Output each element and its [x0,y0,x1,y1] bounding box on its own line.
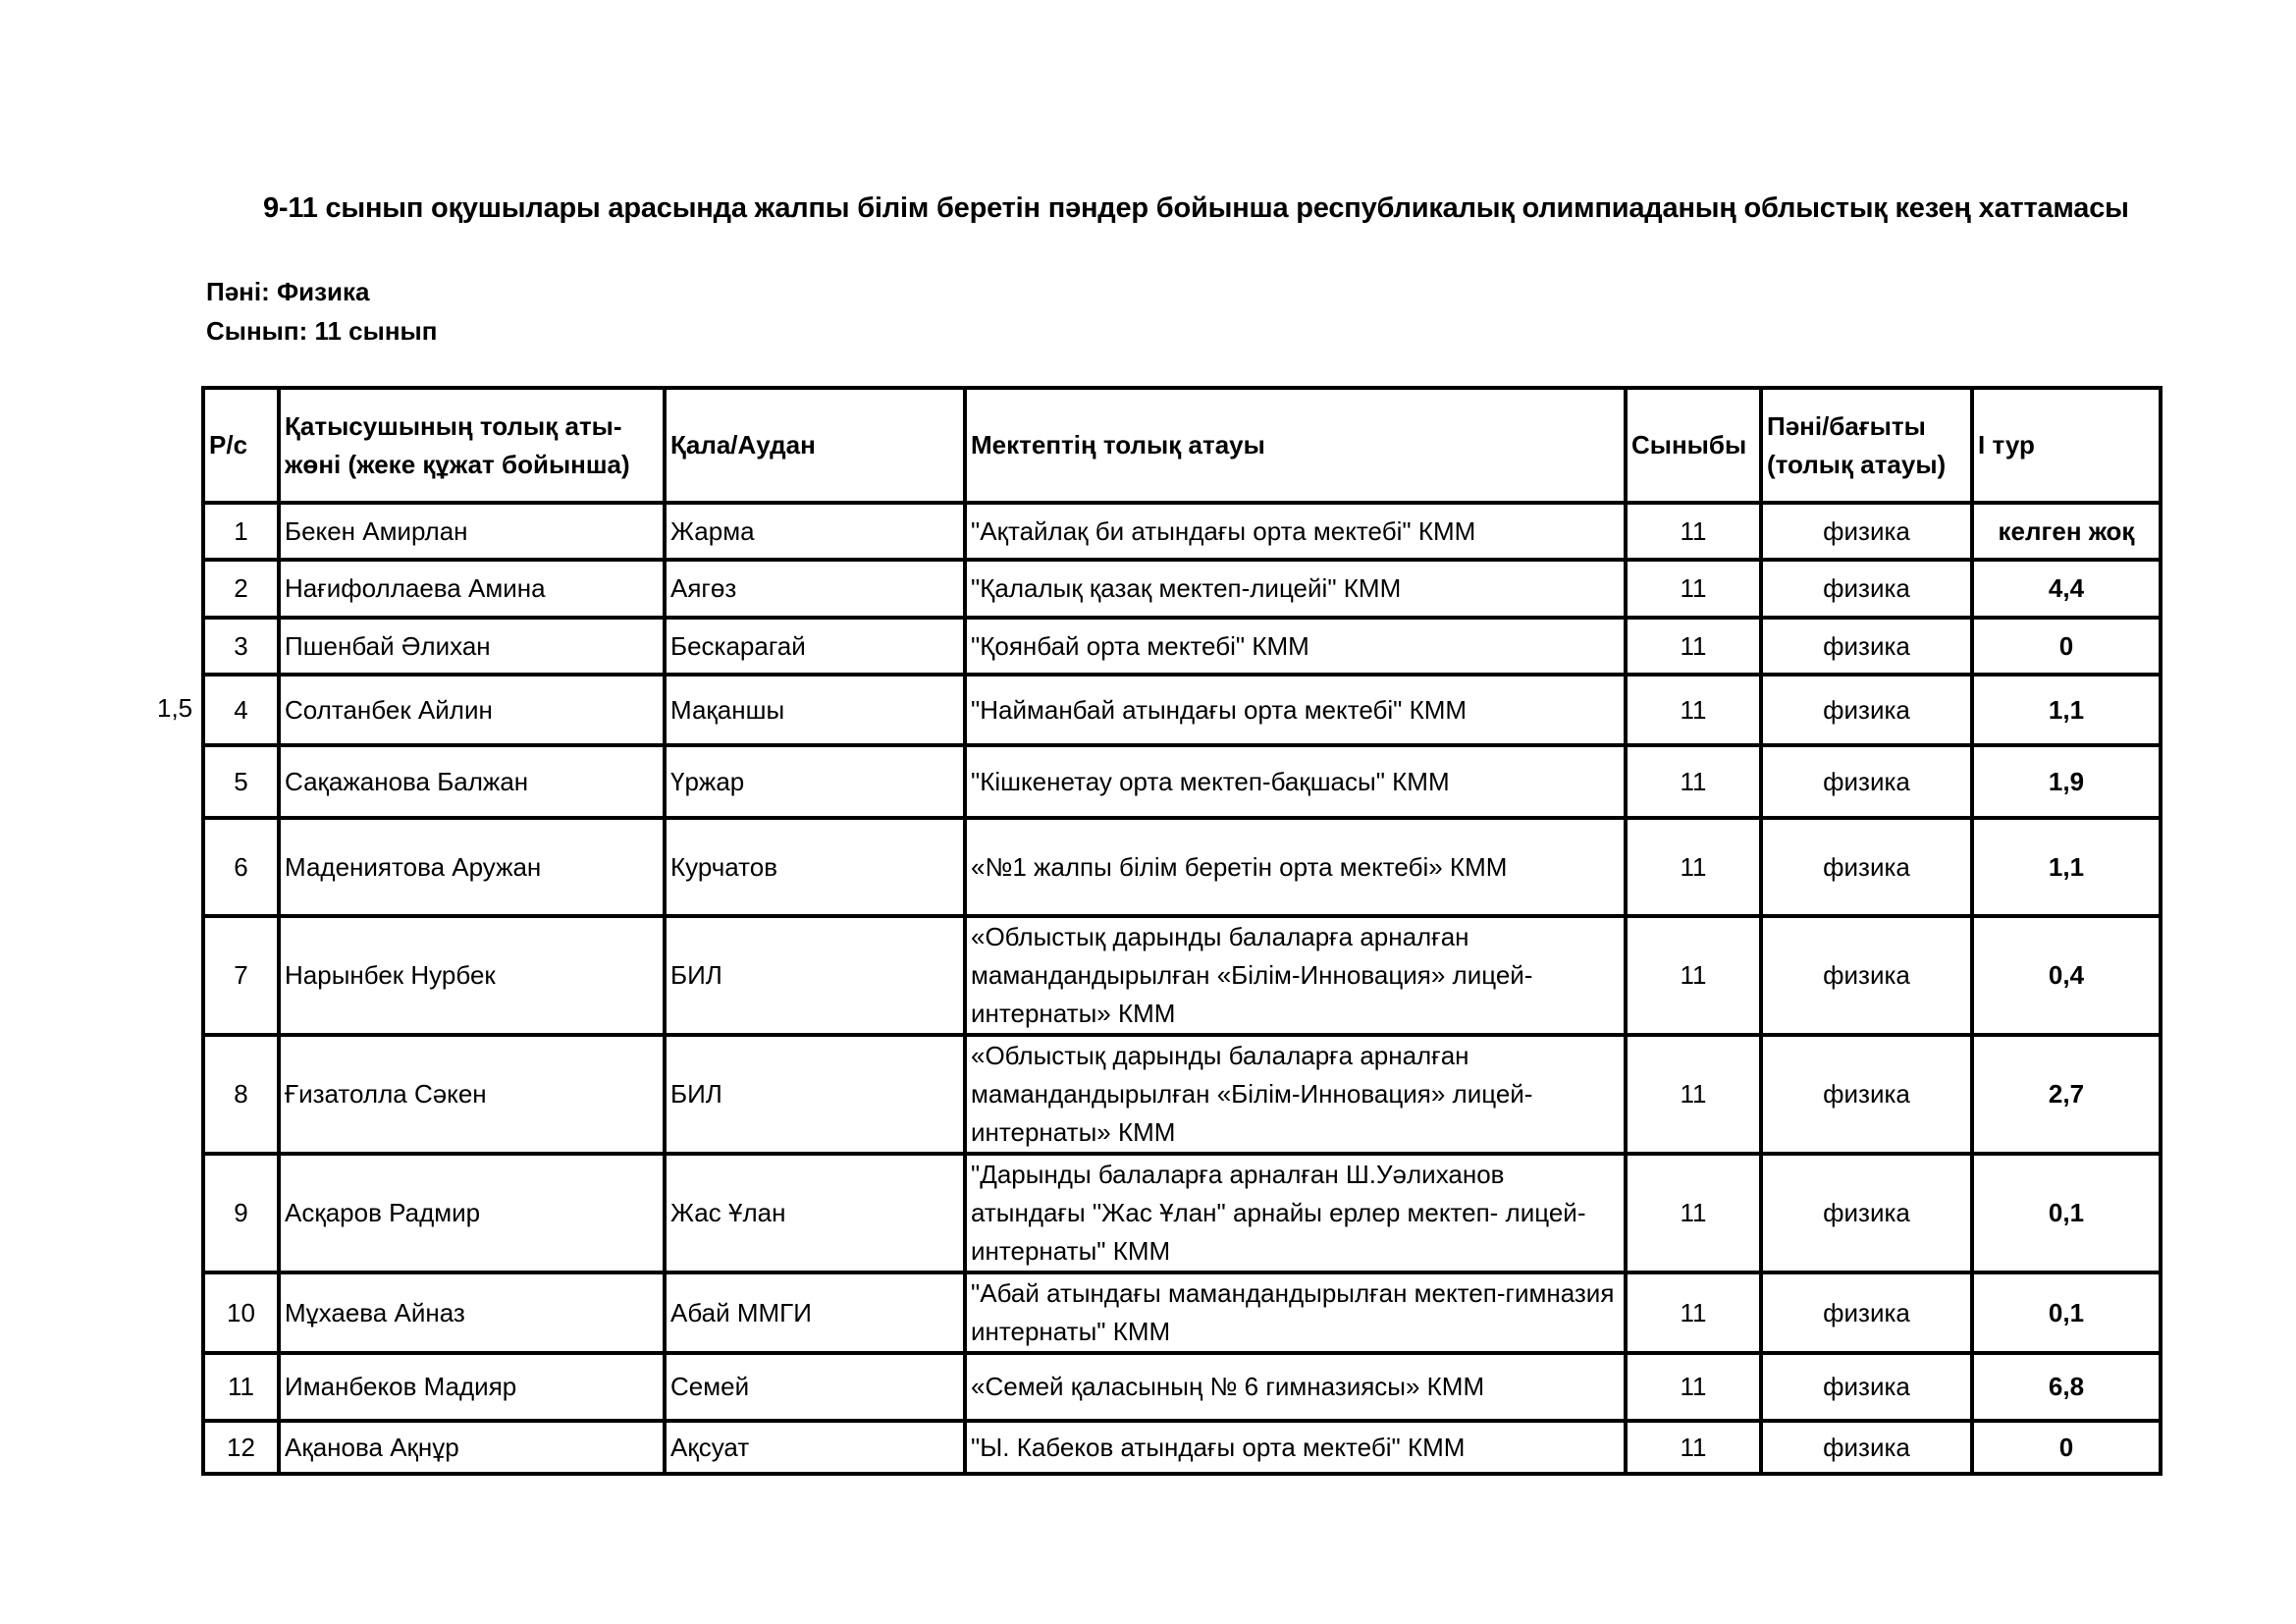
cell-school: «Семей қаласының № 6 гимназиясы» КММ [965,1353,1626,1421]
cell-score: 0 [1972,1421,2161,1474]
cell-score: 1,1 [1972,818,2161,916]
document-title: 9-11 сынып оқушылары арасында жалпы білім беретін пәндер бойынша республикалық олимпиаданың облыстық кезең хаттамасы [263,192,2129,224]
cell-grade: 11 [1626,1154,1761,1272]
table-row [203,818,2161,916]
cell-index: 12 [203,1421,279,1474]
cell-score: 4,4 [1972,560,2161,618]
cell-city: Семей [665,1353,965,1421]
table-row [203,1035,2161,1154]
cell-school: "Дарынды балаларға арналған Ш.Уәлиханов атындағы "Жас Ұлан" арнайы ерлер мектеп- лицей-интернаты" КММ [965,1154,1626,1272]
table-row [203,1421,2161,1474]
header-city: Қала/Аудан [665,388,965,503]
cell-subject: физика [1761,560,1972,618]
cell-name: Нарынбек Нурбек [279,916,665,1035]
cell-grade: 11 [1626,618,1761,675]
cell-grade: 11 [1626,1035,1761,1154]
cell-index: 8 [203,1035,279,1154]
table-row [203,560,2161,618]
cell-grade: 11 [1626,503,1761,560]
cell-city: Бескарагай [665,618,965,675]
table-row [203,1272,2161,1353]
cell-city: Курчатов [665,818,965,916]
cell-name: Солтанбек Айлин [279,675,665,745]
cell-subject: физика [1761,1421,1972,1474]
cell-name: Мұхаева Айназ [279,1272,665,1353]
cell-city: БИЛ [665,1035,965,1154]
cell-index: 7 [203,916,279,1035]
cell-index: 10 [203,1272,279,1353]
cell-index: 4 [203,675,279,745]
grade-line: Сынып: 11 сынып [206,316,438,346]
cell-grade: 11 [1626,1272,1761,1353]
cell-name: Мадениятова Аружан [279,818,665,916]
cell-grade: 11 [1626,560,1761,618]
table-row [203,1154,2161,1272]
cell-index: 1 [203,503,279,560]
cell-subject: физика [1761,1154,1972,1272]
table-header-row [203,388,2161,503]
cell-name: Пшенбай Әлихан [279,618,665,675]
cell-index: 11 [203,1353,279,1421]
cell-name: Сақажанова Балжан [279,745,665,818]
results-table [201,386,2163,1476]
cell-name: Иманбеков Мадияр [279,1353,665,1421]
cell-index: 5 [203,745,279,818]
header-name: Қатысушының толық аты-жөні (жеке құжат бойынша) [279,388,665,503]
subject-line: Пәні: Физика [206,277,370,306]
cell-grade: 11 [1626,1353,1761,1421]
cell-score: 0,1 [1972,1272,2161,1353]
cell-score: 1,9 [1972,745,2161,818]
cell-city: Абай ММГИ [665,1272,965,1353]
cell-name: Ғизатолла Сәкен [279,1035,665,1154]
header-score: І тур [1972,388,2161,503]
cell-index: 6 [203,818,279,916]
cell-index: 9 [203,1154,279,1272]
cell-school: «Облыстық дарынды балаларға арналған мамандандырылған «Білім-Инновация» лицей-интернаты» КММ [965,916,1626,1035]
table-row [203,675,2161,745]
cell-school: «Облыстық дарынды балаларға арналған мамандандырылған «Білім-Инновация» лицей-интернаты» КММ [965,1035,1626,1154]
cell-score: 0,1 [1972,1154,2161,1272]
cell-school: "Найманбай атындағы орта мектебі" КММ [965,675,1626,745]
cell-grade: 11 [1626,1421,1761,1474]
header-index: Р/с [203,388,279,503]
table-row [203,618,2161,675]
cell-score: 6,8 [1972,1353,2161,1421]
cell-city: Аягөз [665,560,965,618]
cell-grade: 11 [1626,818,1761,916]
cell-subject: физика [1761,1353,1972,1421]
cell-subject: физика [1761,1272,1972,1353]
cell-subject: физика [1761,1035,1972,1154]
cell-subject: физика [1761,916,1972,1035]
header-school: Мектептің толық атауы [965,388,1626,503]
margin-note: 1,5 [157,693,193,723]
cell-name: Асқаров Радмир [279,1154,665,1272]
cell-school: «№1 жалпы білім беретін орта мектебі» КММ [965,818,1626,916]
cell-subject: физика [1761,618,1972,675]
cell-school: "Қалалық қазақ мектеп-лицейі" КММ [965,560,1626,618]
cell-city: Мақаншы [665,675,965,745]
cell-grade: 11 [1626,745,1761,818]
cell-subject: физика [1761,675,1972,745]
cell-grade: 11 [1626,675,1761,745]
cell-name: Нағифоллаева Амина [279,560,665,618]
cell-city: Жас Ұлан [665,1154,965,1272]
cell-name: Бекен Амирлан [279,503,665,560]
cell-school: "Абай атындағы мамандандырылған мектеп-гимназия интернаты" КММ [965,1272,1626,1353]
cell-subject: физика [1761,503,1972,560]
cell-score: келген жоқ [1972,503,2161,560]
cell-city: Үржар [665,745,965,818]
cell-city: Жарма [665,503,965,560]
cell-subject: физика [1761,745,1972,818]
cell-school: "Қоянбай орта мектебі" КММ [965,618,1626,675]
cell-school: "Ақтайлақ би атындағы орта мектебі" КММ [965,503,1626,560]
cell-name: Ақанова Ақнұр [279,1421,665,1474]
cell-score: 1,1 [1972,675,2161,745]
cell-index: 2 [203,560,279,618]
cell-score: 0,4 [1972,916,2161,1035]
cell-subject: физика [1761,818,1972,916]
cell-school: "Ы. Кабеков атындағы орта мектебі" КММ [965,1421,1626,1474]
header-subject: Пәні/бағыты (толық атауы) [1761,388,1972,503]
cell-city: БИЛ [665,916,965,1035]
table-row [203,916,2161,1035]
table-row [203,1353,2161,1421]
cell-grade: 11 [1626,916,1761,1035]
cell-index: 3 [203,618,279,675]
cell-school: "Кішкенетау орта мектеп-бақшасы" КММ [965,745,1626,818]
header-grade: Сыныбы [1626,388,1761,503]
table-row [203,503,2161,560]
cell-score: 2,7 [1972,1035,2161,1154]
cell-city: Ақсуат [665,1421,965,1474]
cell-score: 0 [1972,618,2161,675]
table-row [203,745,2161,818]
